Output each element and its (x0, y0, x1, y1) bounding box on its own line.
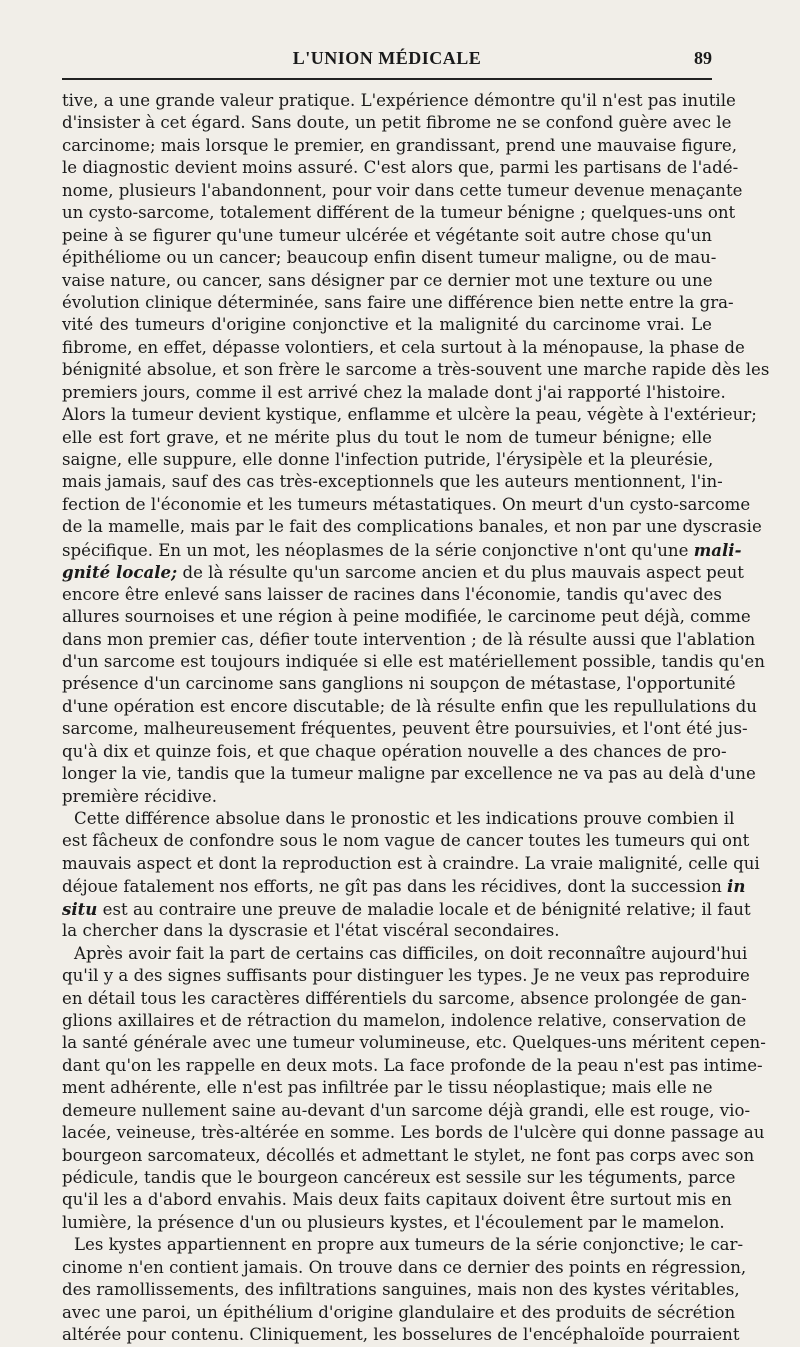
line-text: la santé générale avec une tumeur volumineuse, etc. Quelques-uns méritent cepen- (62, 1033, 766, 1053)
text-line (62, 1234, 744, 1256)
text-line (62, 965, 750, 987)
line-text: d'une opération est encore discutable; de là résulte enfin que les repullulations du (62, 696, 757, 716)
text-line (62, 651, 765, 673)
line-text: dant qu'on les rappelle en deux mots. La face profonde de la peau n'est pas intime- (62, 1055, 763, 1075)
text-line (62, 112, 732, 134)
text-line (62, 763, 756, 785)
line-text: saigne, elle suppure, elle donne l'infection putride, l'érysipèle et la pleurésie, (62, 450, 714, 469)
text-line (62, 943, 748, 965)
text-line (62, 135, 737, 157)
text-line (62, 404, 757, 426)
text-line (62, 1279, 740, 1301)
line-text: peine à se figurer qu'une tumeur ulcérée et végétante soit autre chose qu'un (62, 225, 712, 245)
line-text: bénignité absolue, et son frère le sarcome a très-souvent une marche rapide dès les (62, 360, 770, 380)
line-text: sarcome, malheureusement fréquentes, peuvent être poursuivies, et l'ont été jus- (62, 719, 748, 739)
text-line (62, 808, 735, 830)
text-line (62, 314, 712, 336)
line-text: de là résulte qu'un sarcome ancien et du plus mauvais aspect peut (177, 563, 744, 583)
line-text: épithéliome ou un cancer; beaucoup enfin disent tumeur maligne, ou de mau- (62, 248, 717, 268)
text-line (62, 606, 751, 628)
text-line (62, 427, 712, 449)
text-line (62, 584, 722, 606)
line-text: tive, a une grande valeur pratique. L'expérience démontre qu'il n'est pas inutile (62, 91, 736, 110)
line-text: d'insister à cet égard. Sans doute, un petit fibrome ne se confond guère avec le (62, 113, 732, 133)
page-number: 89 (694, 48, 712, 68)
text-line (62, 382, 726, 404)
line-text: le diagnostic devient moins assuré. C'est alors que, parmi les partisans de l'adé- (62, 158, 739, 178)
line-text: qu'il y a des signes suffisants pour distinguer les types. Je ne veux pas reproduire (62, 966, 750, 986)
text-line (62, 1189, 732, 1211)
italic-term: in (727, 876, 746, 897)
text-line (62, 539, 742, 561)
text-line (62, 247, 717, 269)
text-line (62, 225, 712, 247)
line-text: carcinome; mais lorsque le premier, en grandissant, prend une mauvaise figure, (62, 135, 737, 155)
line-text: présence d'un carcinome sans ganglions ni soupçon de métastase, l'opportunité (62, 674, 736, 694)
line-text: en détail tous les caractères différentiels du sarcome, absence prolongée de gan- (62, 988, 747, 1008)
text-line (62, 920, 712, 942)
line-text: mais jamais, sauf des cas très-exceptionnels que les auteurs mentionnent, l'in- (62, 472, 723, 492)
text-line (62, 90, 736, 112)
line-text: pédicule, tandis que le bourgeon cancéreux est sessile sur les téguments, parce (62, 1168, 736, 1187)
line-text: lacée, veineuse, très-altérée en somme. Les bords de l'ulcère qui donne passage au (62, 1123, 765, 1143)
line-text: nome, plusieurs l'abandonnent, pour voir dans cette tumeur devenue menaçante (62, 180, 743, 200)
line-text: Cette différence absolue dans le pronostic et les indications prouve combien il (74, 809, 735, 828)
text-line (62, 1145, 755, 1167)
line-text: encore être enlevé sans laisser de racines dans l'économie, tandis qu'avec des (62, 584, 722, 604)
text-line (62, 180, 743, 202)
line-text: est au contraire une preuve de maladie locale et de bénignité relative; il faut (97, 899, 751, 919)
italic-term: situ (62, 898, 98, 919)
line-text: déjoue fatalement nos efforts, ne gît pas dans les récidives, dont la succession (62, 877, 728, 897)
text-line (62, 202, 736, 224)
text-line (62, 830, 750, 852)
line-text: Après avoir fait la part de certains cas difficiles, on doit reconnaître aujourd'hui (74, 943, 748, 963)
text-line (62, 786, 712, 808)
text-line (62, 853, 760, 875)
text-line (62, 629, 756, 651)
text-line (62, 718, 748, 740)
text-line (62, 1100, 751, 1122)
text-line (62, 741, 727, 763)
line-text: vaise nature, ou cancer, sans désigner par ce dernier mot une texture ou une (62, 270, 713, 290)
line-text: allures sournoises et une région à peine modifiée, le carcinome peut déjà, comme (62, 607, 751, 627)
line-text: mauvais aspect et dont la reproduction est à craindre. La vraie malignité, celle qui (62, 853, 760, 873)
line-text: longer la vie, tandis que la tumeur maligne par excellence ne va pas au delà d'une (62, 764, 756, 784)
line-text: spécifique. En un mot, les néoplasmes de la série conjonctive n'ont qu'une (62, 540, 694, 560)
text-line (62, 1324, 740, 1346)
line-text: demeure nullement saine au-devant d'un sarcome déjà grandi, elle est rouge, vio- (62, 1100, 751, 1120)
text-line (62, 494, 751, 516)
line-text: d'un sarcome est toujours indiquée si elle est matériellement possible, tandis qu'en (62, 651, 765, 671)
line-text: Alors la tumeur devient kystique, enflamme et ulcère la peau, végète à l'extérieur; (62, 405, 757, 425)
line-text: est fâcheux de confondre sous le nom vague de cancer toutes les tumeurs qui ont (62, 831, 750, 851)
text-line (62, 1302, 736, 1324)
text-line (62, 1077, 712, 1099)
line-text: qu'à dix et quinze fois, et que chaque opération nouvelle a des chances de pro- (62, 741, 727, 761)
text-line (62, 875, 746, 897)
text-line (62, 673, 736, 695)
text-line (62, 1010, 747, 1032)
line-text: lumière, la présence d'un ou plusieurs kystes, et l'écoulement par le mamelon. (62, 1212, 725, 1232)
text-line (62, 157, 739, 179)
line-text: dans mon premier cas, défier toute intervention ; de là résulte aussi que l'ablation (62, 629, 756, 649)
line-text: avec une paroi, un épithélium d'origine glandulaire et des produits de sécrétion (62, 1302, 736, 1322)
page-header (62, 44, 712, 74)
text-line (62, 1122, 765, 1144)
line-text: la chercher dans la dyscrasie et l'état viscéral secondaires. (62, 921, 560, 941)
line-text: elle est fort grave, et ne mérite plus du tout le nom de tumeur bénigne; elle (62, 427, 712, 447)
running-title: L'UNION MÉDICALE (292, 48, 482, 68)
line-text: altérée pour contenu. Cliniquement, les bosselures de l'encéphaloïde pourraient (62, 1325, 740, 1345)
body-text (62, 90, 770, 1347)
line-text: cinome n'en contient jamais. On trouve dans ce dernier des points en régression, (62, 1257, 747, 1277)
text-line (62, 270, 712, 292)
text-line (62, 359, 770, 381)
text-line (62, 516, 762, 538)
line-text: premiers jours, comme il est arrivé chez la malade dont j'ai rapporté l'histoire. (62, 382, 726, 402)
line-text: qu'il les a d'abord envahis. Mais deux faits capitaux doivent être surtout mis en (62, 1190, 732, 1210)
text-line (62, 292, 734, 314)
line-text: fibrome, en effet, dépasse volontiers, et cela surtout à la ménopause, la phase de (62, 337, 745, 357)
text-line (62, 1032, 766, 1054)
line-text: fection de l'économie et les tumeurs métastatiques. On meurt d'un cysto-sarcome (62, 494, 751, 514)
line-text: de la mamelle, mais par le fait des complications banales, et non par une dyscrasie (62, 517, 762, 537)
italic-term: gnité locale; (62, 562, 178, 583)
italic-term: mali- (693, 539, 742, 560)
line-text: des ramollissements, des infiltrations sanguines, mais non des kystes véritables, (62, 1280, 740, 1300)
text-line (62, 1167, 736, 1189)
text-line (62, 1212, 725, 1234)
text-line (62, 337, 745, 359)
text-line (62, 449, 712, 471)
text-line (62, 561, 744, 583)
line-text: première récidive. (62, 786, 218, 806)
line-text: un cysto-sarcome, totalement différent de la tumeur bénigne ; quelques-uns ont (62, 203, 736, 223)
line-text: évolution clinique déterminée, sans faire une différence bien nette entre la gra- (62, 292, 734, 312)
text-line (62, 1055, 763, 1077)
line-text: vité des tumeurs d'origine conjonctive et la malignité du carcinome vrai. Le (62, 315, 712, 335)
text-line (62, 988, 747, 1010)
text-line (62, 696, 757, 718)
text-line (62, 898, 751, 920)
text-line (62, 471, 723, 493)
text-line (62, 1257, 747, 1279)
line-text: Les kystes appartiennent en propre aux tumeurs de la série conjonctive; le car- (74, 1235, 744, 1255)
line-text: bourgeon sarcomateux, décollés et admettant le stylet, ne font pas corps avec son (62, 1145, 755, 1165)
header-rule (62, 78, 712, 80)
line-text: ment adhérente, elle n'est pas infiltrée par le tissu néoplastique; mais elle ne (62, 1078, 713, 1098)
line-text: glions axillaires et de rétraction du mamelon, indolence relative, conservation de (62, 1010, 747, 1030)
